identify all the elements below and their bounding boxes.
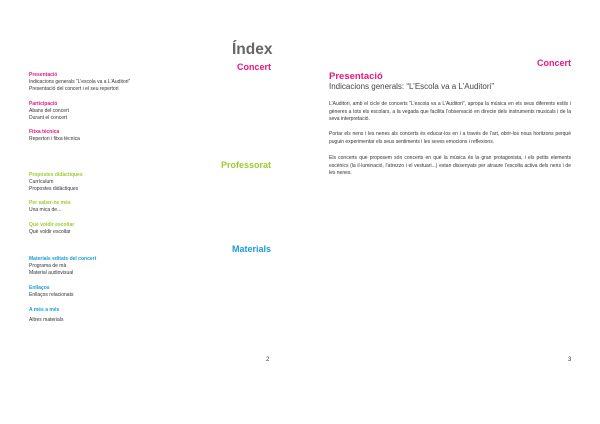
presentation-page [300, 0, 600, 424]
index-item[interactable]: Durant el concert [29, 115, 68, 121]
index-item[interactable]: Currículum [29, 179, 54, 185]
index-link-enllacos[interactable]: Enllaços [29, 285, 50, 291]
index-group-presentacio [29, 72, 279, 93]
body-paragraph: Portar els nens i les nenes als concerts és educar-los en i a través de l’art, obrir-los nous horitzons perquè puguin experimentar els seus sentiments i les seves emocions i reflexions. [329, 131, 571, 145]
index-item[interactable]: Abans del concert [29, 108, 70, 114]
page-title: Presentació [329, 71, 383, 82]
section-heading-professorat: Professorat [220, 160, 271, 170]
index-item[interactable]: Una mica de... [29, 207, 62, 213]
page-number: 3 [568, 357, 572, 363]
index-link-que-voldir[interactable]: Què voldir escoltar [29, 222, 75, 228]
index-group-fitxa-tecnica [29, 129, 279, 143]
index-group-enllacos [29, 285, 279, 299]
body-paragraph: L’Auditori, amb el cicle de concerts “L’escola va a L’Auditori”, apropa la música en els seus diferents estils i gèneres a tots els escolars, a la vegada que facilita l’observació en directe dels instruments musicals i de la seva interpretació. [329, 101, 571, 122]
index-item[interactable]: Indicacions generals “L’escola va a L’Auditori” [29, 79, 131, 85]
index-title: Índex [232, 41, 273, 58]
index-item[interactable]: Presentació del concert i el seu repertori [29, 86, 119, 92]
index-group-per-saber [29, 200, 279, 214]
index-link-fitxa-tecnica[interactable]: Fitxa tècnica [29, 129, 60, 135]
index-link-presentacio[interactable]: Presentació [29, 72, 58, 78]
body-paragraph: Els concerts que proposem són concerts en què la música és la gran protagonista, i els petits elements escènics (la il·luminació, l’atrezzo i el vestuari...) estan dissenyats per atraure l’escolta activa dels nens i de les nenes. [329, 155, 571, 176]
index-link-propostes[interactable]: Propostes didàctiques [29, 172, 83, 178]
index-item[interactable]: Propostes didàctiques [29, 186, 79, 192]
section-heading-materials: Materials [231, 244, 271, 254]
page-number: 2 [266, 357, 270, 363]
index-link-materials-editats[interactable]: Materials editats del concert [29, 256, 97, 262]
index-group-a-mes [29, 307, 279, 324]
index-item[interactable]: Enllaços relacionats [29, 292, 74, 298]
index-item[interactable]: Què voldir escoltar [29, 229, 71, 235]
index-group-que-voldir [29, 222, 279, 236]
index-link-participacio[interactable]: Participació [29, 101, 58, 107]
index-item[interactable]: Material audiovisual [29, 270, 74, 276]
index-group-participacio [29, 101, 279, 122]
index-item[interactable]: Altres materials [29, 317, 64, 323]
index-group-propostes [29, 172, 279, 193]
section-heading-concert: Concert [536, 58, 571, 68]
index-item[interactable]: Programa de mà [29, 263, 67, 269]
section-heading-concert: Concert [236, 62, 271, 72]
index-group-materials-editats [29, 256, 279, 277]
page-subtitle: Indicacions generals: “L’Escola va a L’Auditori” [329, 82, 494, 91]
index-link-a-mes[interactable]: A més a més [29, 307, 60, 313]
index-link-per-saber[interactable]: Per saber-ne més [29, 200, 71, 206]
index-item[interactable]: Repertori i fitxa tècnica [29, 136, 80, 142]
